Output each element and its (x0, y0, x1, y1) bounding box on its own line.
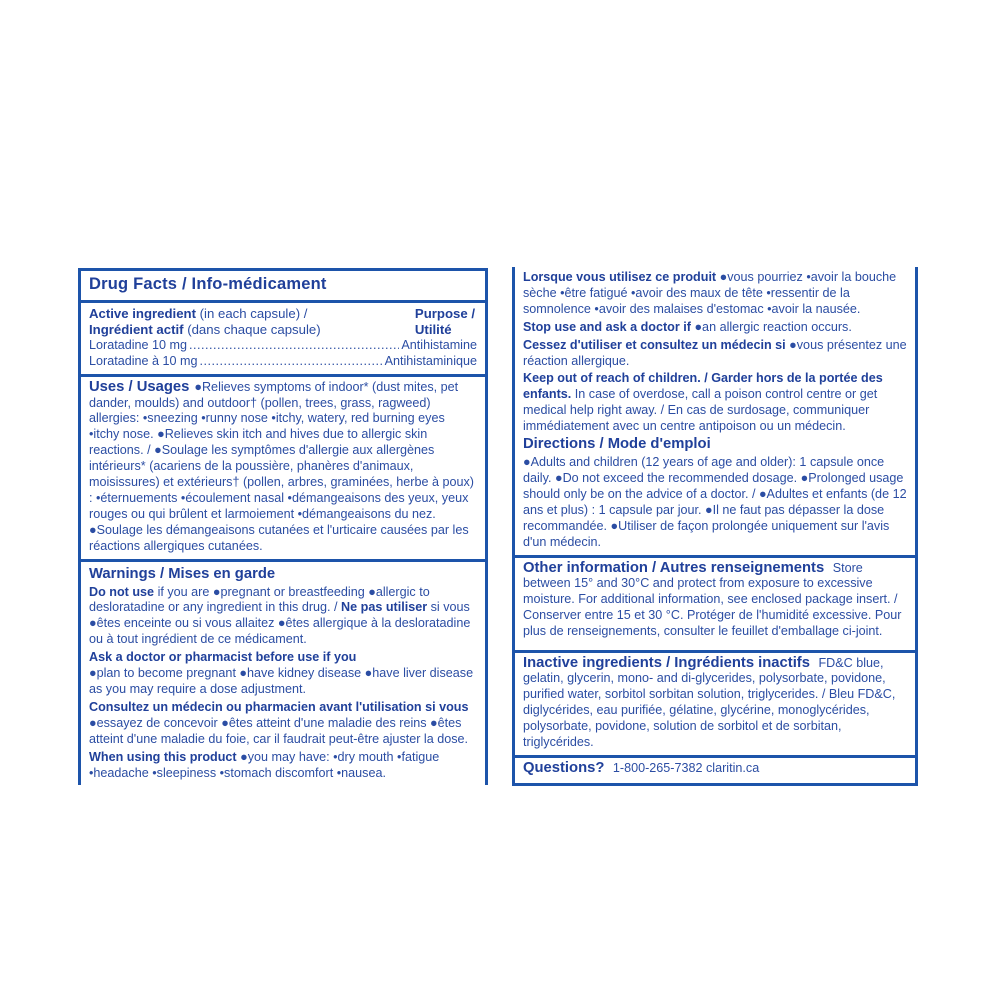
stop-use-paragraph (523, 320, 907, 336)
active-ingredient-heading (89, 306, 477, 338)
active-ingredient-label-fr: Ingrédient actif (89, 322, 184, 338)
ne-pas-utiliser-label: Ne pas utiliser (341, 600, 428, 615)
drug-facts-header (81, 271, 485, 300)
purpose-line-en: Purpose / (414, 306, 475, 321)
uses-title: Uses / Usages (89, 378, 190, 395)
cessez-paragraph (523, 338, 907, 370)
do-not-use-label: Do not use (89, 584, 155, 599)
warnings-section (81, 559, 485, 786)
drug-facts-title: Drug Facts / Info-médicament (89, 275, 327, 294)
active-ingredient-note-fr: (dans chaque capsule) (183, 322, 321, 338)
other-information-section (515, 555, 915, 650)
keep-out-of-reach-text: In case of overdose, call a poison control centre or get medical help right away. / En cas de surdosage, communiquer immédiatement avec un centre antipoison ou un médecin. (523, 387, 878, 434)
dotted-leader (189, 338, 399, 354)
when-using-text: ●you may have: •dry mouth •fatigue •headache •sleepiness •stomach discomfort •nausea. (89, 749, 440, 780)
ingredient-row (89, 338, 477, 354)
ingredient-name: Loratadine 10 mg (89, 338, 188, 353)
drug-facts-panel-left (78, 268, 488, 785)
ne-pas-utiliser-text: si vous ●êtes enceinte ou si vous allaitez ●êtes allergique à la desloratadine ou à tout ingrédient de ce médicament. (89, 600, 471, 647)
uses-body: ●Relieves symptoms of indoor* (dust mites, pet dander, moulds) and outdoor† (pollen, trees, grass, ragweed) allergies: •sneezing •runny nose •itchy, watery, red burning eyes •itchy nose. ●Relieves skin itch and hives due to allergic skin reactions. / ●Soulage les symptômes d'allergie aux allergènes intérieurs* (acariens de la poussière, phanères d'animaux, moisissures) et extérieurs† (pollen, arbres, graminées, herbe à poux) : •éternuements •écoulement nasal •démangeaisons des yeux, yeux rouges ou qui brûlent et larmoiement •démangeaisons du nez. ●Soulage les démangeaisons cutanées et l'urticaire causées par les réactions allergiques cutanées. (89, 379, 474, 553)
uses-section (81, 374, 485, 559)
stop-use-label: Stop use and ask a doctor if (523, 319, 691, 334)
inactive-ingredients-section (515, 650, 915, 755)
ingredient-purpose: Antihistamine (401, 338, 477, 353)
do-not-use-text: if you are ●pregnant or breastfeeding ●allergic to desloratadine or any ingredient in this drug. / (89, 584, 430, 615)
warnings-continued-section (515, 267, 915, 555)
consultez-medecin-text: ●essayez de concevoir ●êtes atteint d'une maladie des reins ●êtes atteint d'une maladie du foie, car il faudrait peut-être ajuster la dose. (89, 715, 469, 746)
lorsque-label: Lorsque vous utilisez ce produit (523, 270, 717, 284)
consultez-medecin-label: Consultez un médecin ou pharmacien avant l'utilisation si vous (89, 699, 469, 714)
active-ingredient-name (89, 306, 321, 338)
other-information-body: Store between 15° and 30°C and protect from exposure to excessive moisture. For additional information, see enclosed package insert. / Conserver entre 15 et 30 °C. Protéger de l'humidité excessive. Pour plus de renseignements, consulter le feuillet d'emballage ci-joint. (523, 560, 902, 639)
inactive-ingredients-body: FD&C blue, gelatin, glycerin, mono- and di-glycerides, polysorbate, povidone, purified water, sorbitol sorbitan solution, triglycerides. / Bleu FD&C, diglycérides, eau purifiée, gélatine, glycérine, monoglycérides, polysorbate, povidone, solution de sorbitol et de sorbitan, triglycérides. (523, 655, 896, 750)
ingredient-name: Loratadine à 10 mg (89, 354, 198, 368)
stop-use-text: ●an allergic reaction occurs. (690, 319, 852, 334)
lorsque-text: ●vous pourriez •avoir la bouche sèche •être fatigué •avoir des maux de tête •ressentir de la somnolence •avoir des malaises d'estomac •avoir la nausée. (523, 270, 897, 316)
cessez-text: ●vous présentez une réaction allergique. (523, 337, 907, 368)
other-information-title: Other information / Autres renseignements (523, 559, 825, 576)
active-ingredient-label-en: Active ingredient (89, 306, 196, 321)
lorsque-paragraph (523, 270, 907, 318)
directions-title: Directions / Mode d'emploi (523, 436, 711, 453)
directions-body: ●Adults and children (12 years of age and older): 1 capsule once daily. ●Do not exceed the recommended dosage. ●Prolonged usage should only be on the advice of a doctor. / ●Adultes et enfants (de 12 ans et plus) : 1 capsule par jour. ●Il ne faut pas dépasser la dose recommandée. ●Utiliser de façon prolongée uniquement sur l'avis d'un médecin. (523, 455, 907, 549)
cessez-label: Cessez d'utiliser et consultez un médecin si (523, 337, 786, 352)
active-ingredient-section (81, 300, 485, 374)
inactive-ingredients-title: Inactive ingredients / Ingrédients inactifs (523, 654, 810, 671)
when-using-label: When using this product (89, 749, 237, 764)
keep-out-of-reach-label: Keep out of reach of children. / Garder hors de la portée des enfants. (523, 371, 883, 402)
drug-facts-panel-right (512, 267, 918, 786)
keep-out-of-reach-paragraph (523, 371, 907, 435)
ask-doctor-text: ●plan to become pregnant ●have kidney disease ●have liver disease as you may require a dose adjustment. (89, 666, 474, 696)
questions-title: Questions? (523, 759, 605, 776)
dotted-leader (200, 354, 383, 370)
purpose-line-fr: Utilité (414, 322, 452, 338)
when-using-paragraph (89, 750, 477, 782)
ingredient-row (89, 354, 477, 370)
purpose-heading (415, 306, 477, 338)
questions-contact: 1-800-265-7382 claritin.ca (609, 760, 760, 775)
do-not-use-paragraph (89, 585, 477, 649)
active-ingredient-note-en: (in each capsule) / (196, 306, 308, 321)
questions-section (515, 755, 915, 783)
ask-doctor-label: Ask a doctor or pharmacist before use if you (89, 650, 357, 665)
warnings-title: Warnings / Mises en garde (89, 565, 276, 582)
ingredient-purpose: Antihistaminique (384, 354, 477, 368)
